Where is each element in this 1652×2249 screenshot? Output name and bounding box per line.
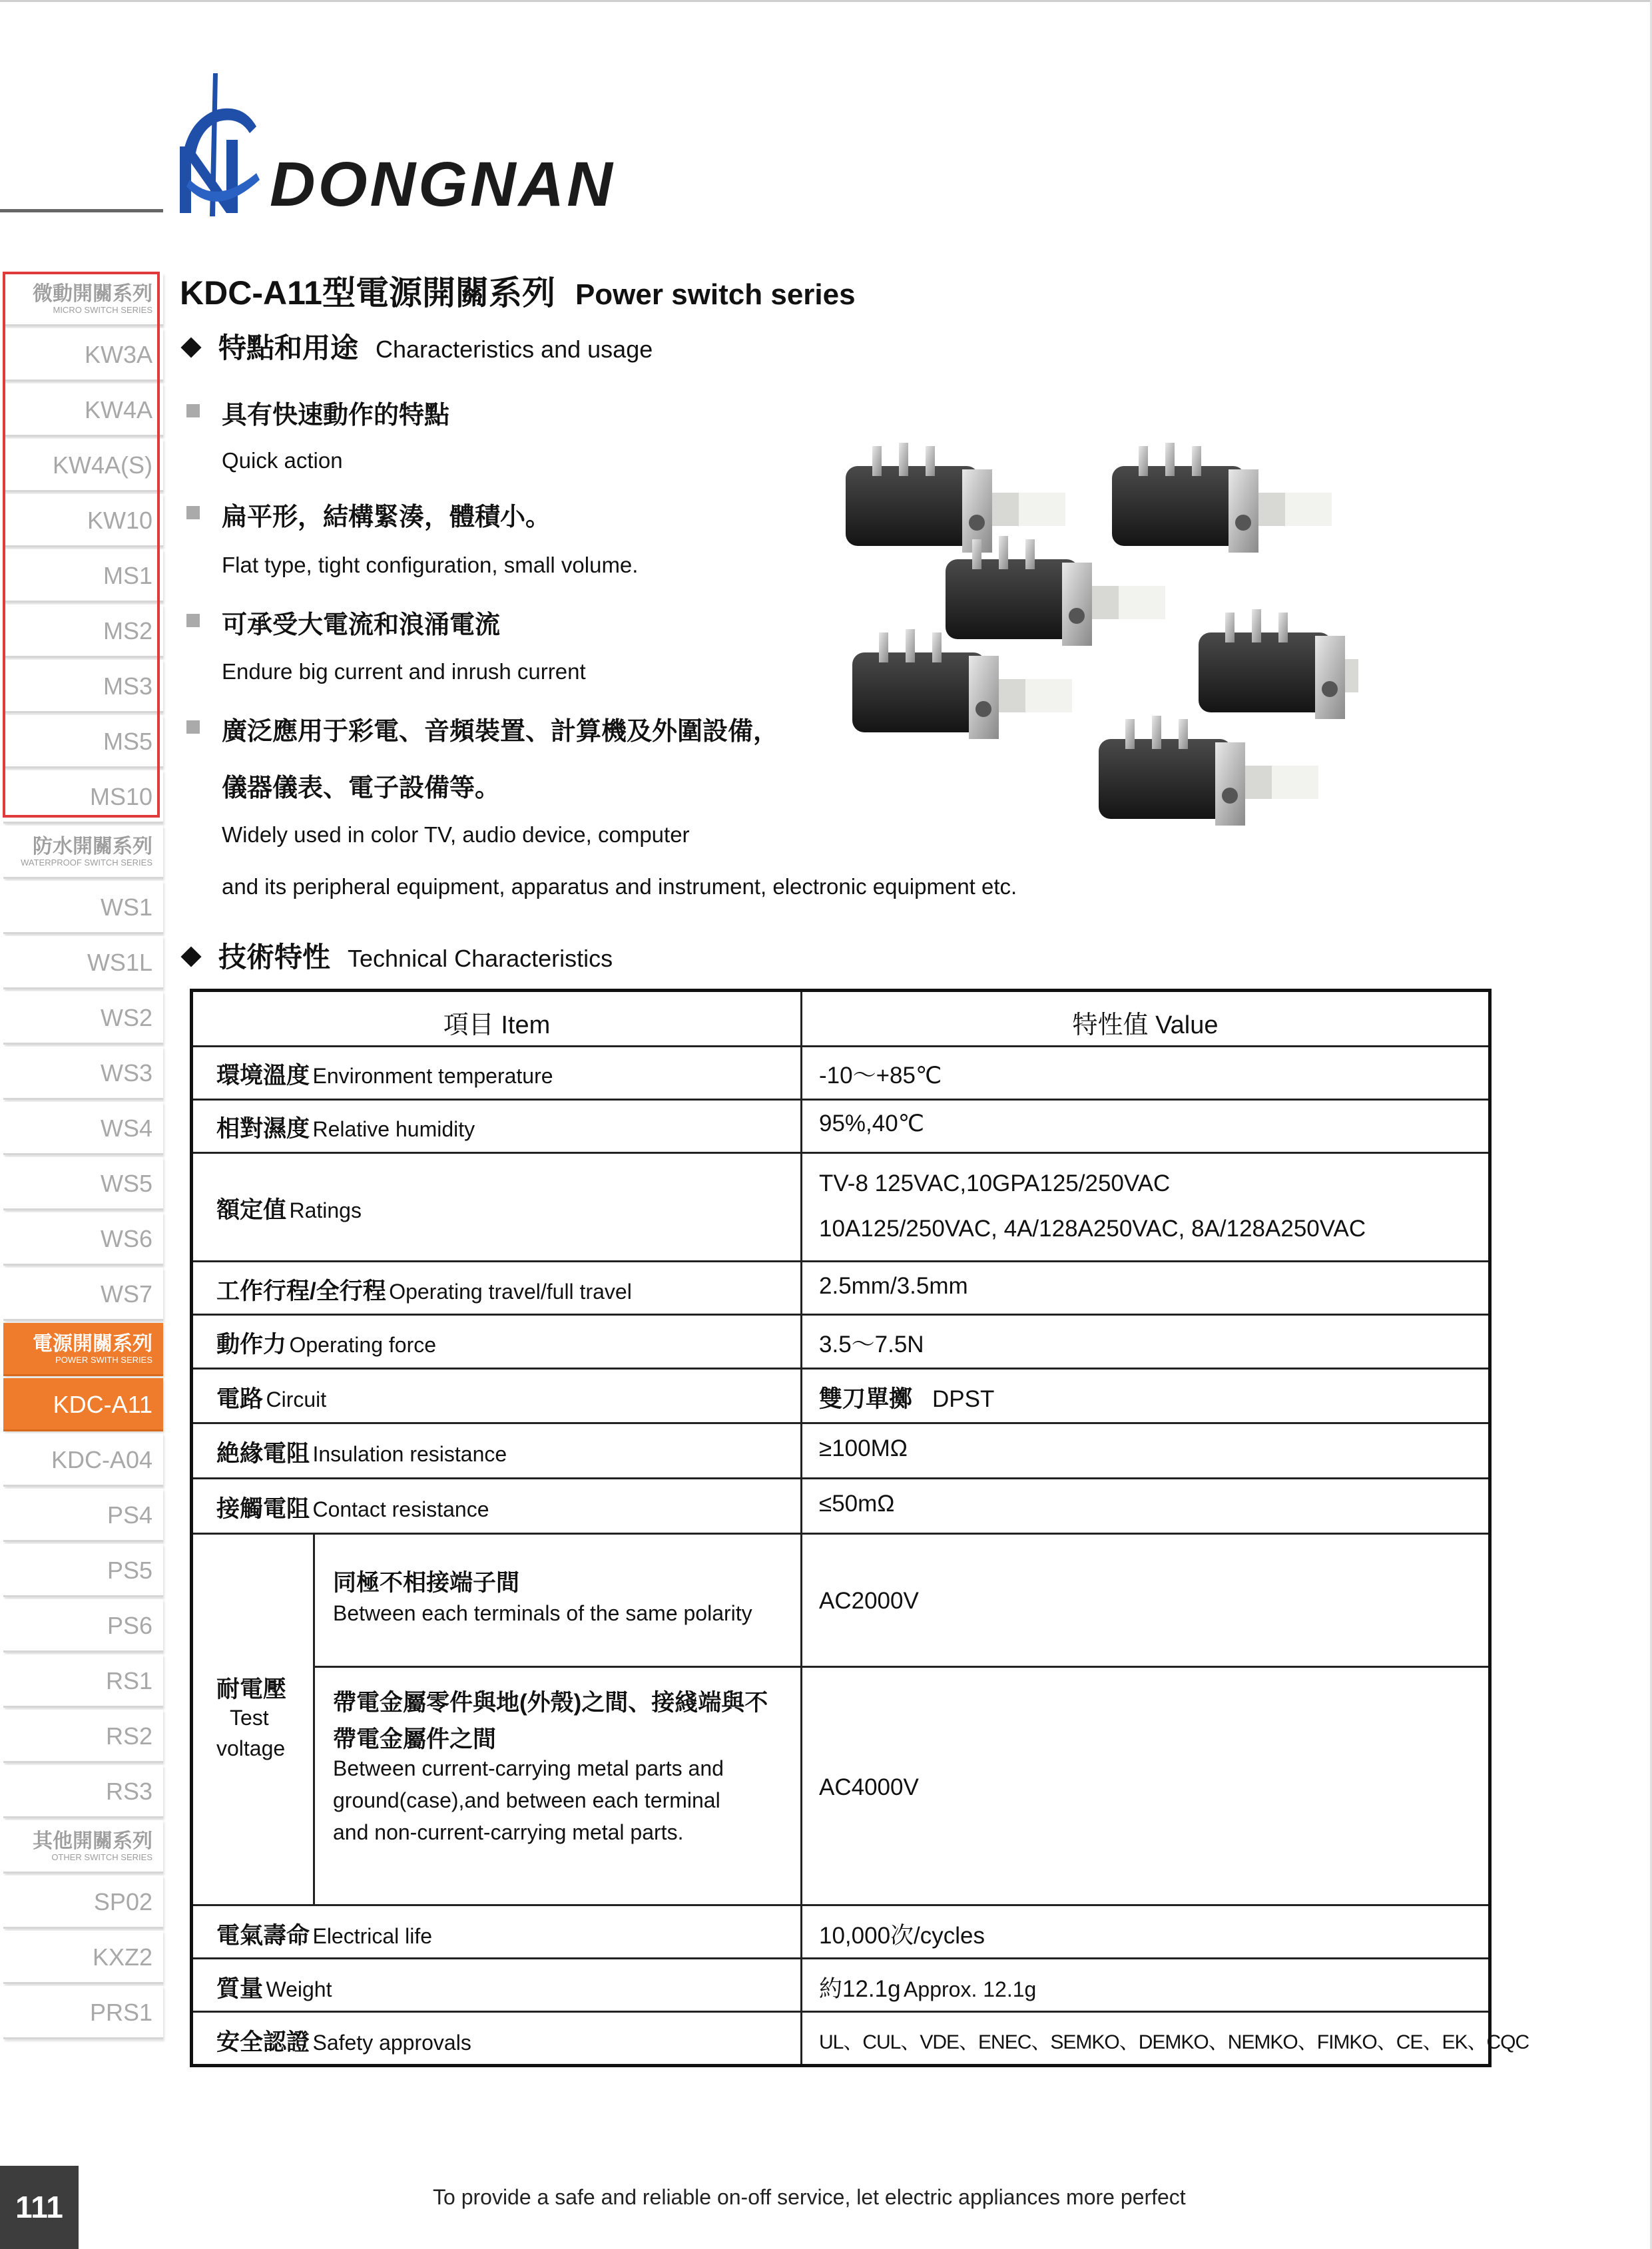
table-row-value: 3.5～7.5N [819,1332,924,1358]
row-label-en: Weight [266,1977,332,2001]
section-heading-zh: 特點和用途 [218,332,359,364]
feature-en: Flat type, tight configuration, small volume. [222,553,639,577]
sidebar-head-sublabel: OTHER SWITCH SERIES [51,1852,152,1862]
table-row-label [216,1273,632,1306]
section-technical-heading [180,935,613,975]
section-heading-en: Characteristics and usage [376,336,653,363]
table-row-value: ≥100MΩ [819,1435,908,1461]
sidebar-item-ws1[interactable]: WS1 [3,881,163,934]
row-label-zh: 接觸電阻 [216,1496,310,1522]
feature-zh: 廣泛應用于彩電、音頻裝置、計算機及外圍設備， [222,718,779,746]
row-label-en: Operating travel/full travel [389,1280,632,1304]
header-rule [0,209,163,212]
feature-en-cont: and its peripheral equipment, apparatus and instrument, electronic equipment etc. [222,874,1017,899]
sidebar-item-ps5[interactable]: PS5 [3,1544,163,1597]
table-divider [193,1422,1488,1424]
row-label-en: Contact resistance [312,1497,489,1521]
sidebar-item-kw10[interactable]: KW10 [3,494,163,547]
sidebar-head-sublabel: MICRO SWITCH SERIES [53,305,152,315]
row-label-zh: 電氣壽命 [216,1923,310,1949]
value-zh: 雙刀單擲 [819,1386,913,1412]
row-label-zh: 安全認證 [216,2029,310,2055]
table-row-value: -10～+85℃ [819,1063,942,1089]
table-row-label [216,1192,362,1225]
sidebar-item-ps6[interactable]: PS6 [3,1599,163,1652]
row-label-en: Relative humidity [312,1117,475,1141]
sidebar-head-sublabel: WATERPROOF SWITCH SERIES [21,858,152,868]
row-label-zh: 工作行程/全行程 [216,1278,386,1304]
row-label-zh: 質量 [216,1976,264,2002]
row-label-en: Operating force [289,1333,437,1357]
table-header-value: 特性值 Value [1072,1011,1219,1039]
table-row-label [216,2024,471,2057]
title-en: Power switch series [575,278,856,311]
table-row-value-cont: 10A125/250VAC, 4A/128A250VAC, 8A/128A250VAC [819,1216,1366,1242]
sidebar-item-ms2[interactable]: MS2 [3,605,163,658]
spec-table [190,989,1529,2067]
feature-en: Quick action [222,448,343,473]
table-divider [193,1957,1488,1959]
sidebar-item-rs2[interactable]: RS2 [3,1710,163,1763]
section-heading-zh: 技術特性 [218,941,331,973]
sidebar-item-ps4[interactable]: PS4 [3,1489,163,1542]
table-row-value [819,1381,994,1414]
sidebar-item-prs1[interactable]: PRS1 [3,1986,163,2039]
row-label-en: Environment temperature [312,1064,553,1088]
sidebar-item-kw4a-s[interactable]: KW4A(S) [3,439,163,492]
table-divider [193,1152,1488,1154]
square-bullet-icon [186,614,200,627]
table-header-item: 項目 Item [443,1011,551,1039]
row-label-en: Insulation resistance [312,1442,507,1466]
table-divider [193,2011,1488,2013]
page-number: 111 [15,2190,63,2224]
table-divider [193,1533,1488,1535]
switch-unit [846,443,1065,553]
voltage-label-zh: 耐電壓 [216,1676,287,1702]
voltage-sub2-en: Between current-carrying metal parts and [333,1756,724,1780]
row-label-en: Circuit [266,1387,327,1411]
section-characteristics-heading [180,326,653,366]
sidebar-head-waterproof[interactable] [3,826,163,879]
sidebar-head-sublabel: POWER SWITH SERIES [55,1355,152,1365]
square-bullet-icon [186,506,200,519]
brand-name: DONGNAN [270,149,615,220]
sidebar-head-label: 其他開關系列 [33,1830,152,1852]
sidebar-item-kw4a[interactable]: KW4A [3,383,163,437]
voltage-label-en-cont: voltage [216,1736,286,1760]
table-row-label [216,1435,507,1469]
sidebar-head-label: 防水開關系列 [33,836,152,858]
table-divider [193,1260,1488,1262]
sidebar-item-ms10[interactable]: MS10 [3,770,163,824]
product-photo-switches-icon [832,439,1358,866]
table-divider [193,1368,1488,1370]
sidebar-head-label: 微動開關系列 [33,283,152,305]
table-divider [193,1045,1488,1047]
table-divider [313,1533,315,1904]
square-bullet-icon [186,720,200,734]
table-row-label [216,1381,326,1414]
voltage-sub2-value: AC4000V [819,1774,919,1800]
row-label-zh: 相對濕度 [216,1116,310,1142]
voltage-label-en: Test [230,1706,269,1730]
table-row-label [216,1111,475,1144]
voltage-sub1-value: AC2000V [819,1588,919,1614]
sidebar-head-power[interactable] [3,1323,163,1376]
sidebar-item-kdc-a04[interactable]: KDC-A04 [3,1433,163,1487]
table-row-label [216,1057,553,1091]
feature-en: Endure big current and inrush current [222,659,586,684]
feature-en: Widely used in color TV, audio device, computer [222,822,690,847]
table-row-label [216,1917,432,1951]
row-label-zh: 環境溫度 [216,1063,310,1089]
value-en: DPST [932,1386,995,1412]
sidebar-item-sp02[interactable]: SP02 [3,1875,163,1929]
table-divider [193,1477,1488,1479]
sidebar-item-ws7[interactable]: WS7 [3,1268,163,1321]
row-label-zh: 動作力 [216,1332,287,1358]
feature-zh: 扁平形，結構緊湊，體積小。 [222,503,551,531]
table-row-label [216,1971,332,2004]
dongnan-logo-icon [176,73,270,216]
footer-slogan: To provide a safe and reliable on-off service, let electric appliances more perfect [433,2185,1186,2209]
voltage-sub2-en-cont: ground(case),and between each terminal [333,1788,720,1812]
value-en: Approx. 12.1g [904,1977,1037,2001]
table-row-value: TV-8 125VAC,10GPA125/250VAC [819,1170,1171,1196]
sidebar-item-kw3a[interactable]: KW3A [3,328,163,381]
table-row-label [216,1326,436,1360]
table-row-value: 2.5mm/3.5mm [819,1273,968,1299]
micro-series-highlight [3,272,160,818]
row-label-zh: 額定值 [216,1197,287,1223]
table-row-value: ≤50mΩ [819,1491,895,1517]
table-divider [193,1314,1488,1316]
sidebar-item-ws6[interactable]: WS6 [3,1212,163,1266]
row-label-zh: 電路 [216,1386,264,1412]
voltage-sub1-zh: 同極不相接端子間 [333,1570,520,1596]
diamond-bullet-icon [180,947,201,967]
voltage-sub2-en-cont2: and non-current-carrying metal parts. [333,1820,684,1844]
row-label-en: Ratings [289,1198,362,1222]
voltage-sub1-en: Between each terminals of the same polarity [333,1601,752,1625]
sidebar-item-kxz2[interactable]: KXZ2 [3,1931,163,1984]
sidebar-head-other[interactable] [3,1820,163,1874]
feature-zh: 具有快速動作的特點 [222,401,450,429]
table-row-value [819,1971,1036,2004]
sidebar-item-kdc-a11[interactable]: KDC-A11 [3,1378,163,1431]
sidebar-item-rs1[interactable]: RS1 [3,1654,163,1708]
square-bullet-icon [186,404,200,417]
row-label-en: Electrical life [312,1924,433,1948]
sidebar-item-ws3[interactable]: WS3 [3,1047,163,1100]
title-zh: KDC-A11型電源開關系列 [180,274,555,312]
voltage-sub2-zh-cont: 帶電金屬件之間 [333,1726,497,1752]
table-row-value: 95%,40℃ [819,1111,925,1136]
table-row-label [216,1491,489,1524]
sidebar-item-ms3[interactable]: MS3 [3,660,163,713]
sidebar-item-ms1[interactable]: MS1 [3,549,163,603]
table-divider [193,1099,1488,1101]
voltage-sub2-zh: 帶電金屬零件與地(外殼)之間、接綫端與不 [333,1690,768,1716]
feature-zh: 可承受大電流和浪涌電流 [222,611,501,639]
table-divider [193,1904,1488,1906]
table-divider [313,1666,1488,1668]
row-label-en: Safety approvals [312,2031,471,2055]
section-heading-en: Technical Characteristics [348,945,613,972]
table-row-value: 10,000次/cycles [819,1923,985,1949]
sidebar-item-ms5[interactable]: MS5 [3,715,163,768]
sidebar-item-ws1l[interactable]: WS1L [3,936,163,989]
sidebar-item-ws2[interactable]: WS2 [3,991,163,1045]
feature-zh-cont: 儀器儀表、電子設備等。 [222,774,501,802]
diamond-bullet-icon [180,338,201,358]
value-zh: 約12.1g [819,1976,901,2002]
row-label-zh: 絶緣電阻 [216,1441,310,1467]
table-row-value: UL、CUL、VDE、ENEC、SEMKO、DEMKO、NEMKO、FIMKO、CE、EK、CQC [819,2031,1529,2053]
page-title [180,266,856,314]
sidebar-item-ws4[interactable]: WS4 [3,1102,163,1155]
sidebar-item-ws5[interactable]: WS5 [3,1157,163,1210]
page-border-top [0,0,1652,2]
sidebar-item-rs3[interactable]: RS3 [3,1765,163,1818]
sidebar-head-label: 電源開關系列 [33,1333,152,1355]
